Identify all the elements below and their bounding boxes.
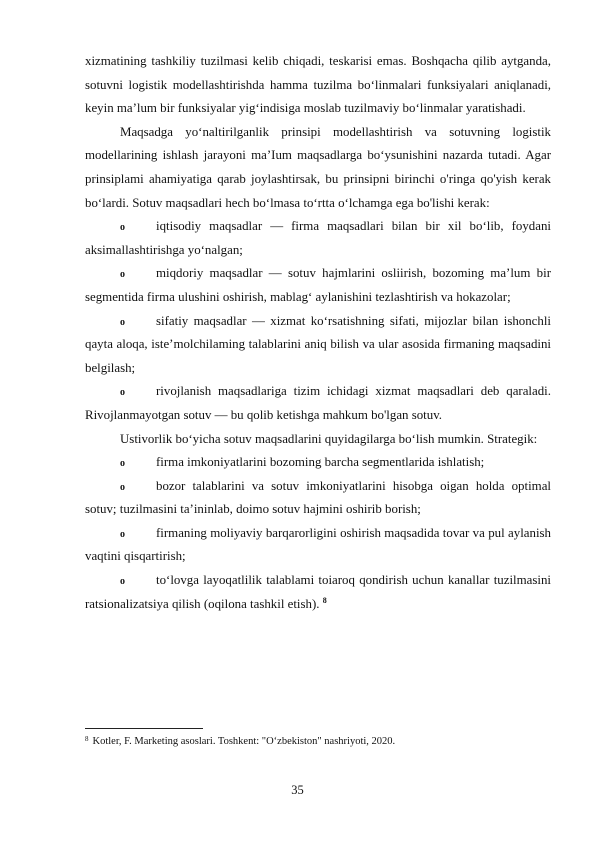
list-item-text: rivojlanish maqsadlariga tizim ichidagi xizmat maqsadlari deb qaraladi. Rivojlanmayotgan sotuv — bu qolib ketishga mahkum bo'lgan sotuv. xyxy=(85,384,551,422)
list-item xyxy=(85,380,551,427)
footnote-divider xyxy=(85,728,203,729)
list-item-text: firmaning moliyaviy barqarorligini oshirish maqsadida tovar va pul aylanish vaqtini qisqartirish; xyxy=(85,525,551,564)
list-item-text: sifatiy maqsadlar — xizmat ko‘rsatishning sifati, mijozlar bilan ishonchli qayta aloqa, iste’molchilaming talablarini aniq bilish va ular asosida firmaning maqsadini belgilash; xyxy=(85,313,551,375)
list-item-text: to‘lovga layoqatlilik talablami toiaroq qondirish uchun kanallar tuzilmasini ratsionalizatsiya qilish (oqilona tashkil etish). xyxy=(85,573,551,611)
page-number: 35 xyxy=(291,783,304,797)
footnote xyxy=(85,732,551,749)
bullet-marker: o xyxy=(120,316,125,328)
list-item xyxy=(85,451,551,475)
paragraph-intro: xizmatining tashkiliy tuzilmasi kelib chiqadi, teskarisi emas. Boshqacha qilib aytganda, sotuvni logistik modellashtirishda hamma tuzilma bo‘linmalari funksiyalari aniqlanadi, keyin ma’lum bir funksiyalar yig‘indisiga moslab tuzilmaviy bo‘linmalar yaratishadi. xyxy=(85,54,551,116)
list-item xyxy=(85,310,551,381)
page-body xyxy=(85,50,551,616)
list-item-text: bozor talablarini va sotuv imkoniyatlarini hisobga oigan holda optimal sotuv; tuzilmasini ta’ininlab, doimo sotuv hajmini oshirib borish; xyxy=(85,478,551,517)
footnote-reference[interactable]: 8 xyxy=(322,595,327,605)
footnote-number: 8 xyxy=(85,735,89,743)
list-item xyxy=(85,215,551,262)
bullet-marker: o xyxy=(120,481,125,493)
bullet-marker: o xyxy=(120,269,125,281)
bullet-marker: o xyxy=(120,222,125,234)
list-item-text: miqdoriy maqsadlar — sotuv hajmlarini osliirish, bozoming ma’lum bir segmentida firma ulushini oshirish, mablag‘ aylanishini tezlashtirish va hokazolar; xyxy=(85,266,551,304)
list-item-text: firma imkoniyatlarini bozoming barcha segmentlarida ishlatish; xyxy=(156,455,485,470)
list-item xyxy=(85,262,551,309)
footnote-text: Kotler, F. Marketing asoslari. Toshkent: "O‘zbekiston" nashriyoti, 2020. xyxy=(92,736,396,747)
list-item xyxy=(85,569,551,616)
bullet-marker: o xyxy=(120,387,125,399)
bullet-marker: o xyxy=(120,528,125,540)
bullet-marker: o xyxy=(120,576,125,588)
bullet-marker: o xyxy=(120,458,125,470)
list-item xyxy=(85,475,551,522)
list-item xyxy=(85,522,551,569)
paragraph-purpose-principle: Maqsadga yo‘naltirilganlik prinsipi modellashtirish va sotuvning logistik modellarining ishlash jarayoni ma’Ium maqsadlarga bo‘ysunishini nazarda tutadi. Agar prinsiplami ahamiyatiga qarab joylashtirsak, bu prinsipni birinchi o'ringa qo'yish kerak bo‘lardi. Sotuv maqsadlari hech bo‘lmasa to‘rtta o‘lchamga ega bo'lishi kerak: xyxy=(85,124,551,210)
list-item-text: iqtisodiy maqsadlar — firma maqsadlari bilan bir xil bo‘lib, foydani aksimallashtirishga yo‘nalgan; xyxy=(85,219,551,257)
paragraph-priority: Ustivorlik bo‘yicha sotuv maqsadlarini quyidagilarga bo‘lish mumkin. Strategik: xyxy=(120,431,538,446)
